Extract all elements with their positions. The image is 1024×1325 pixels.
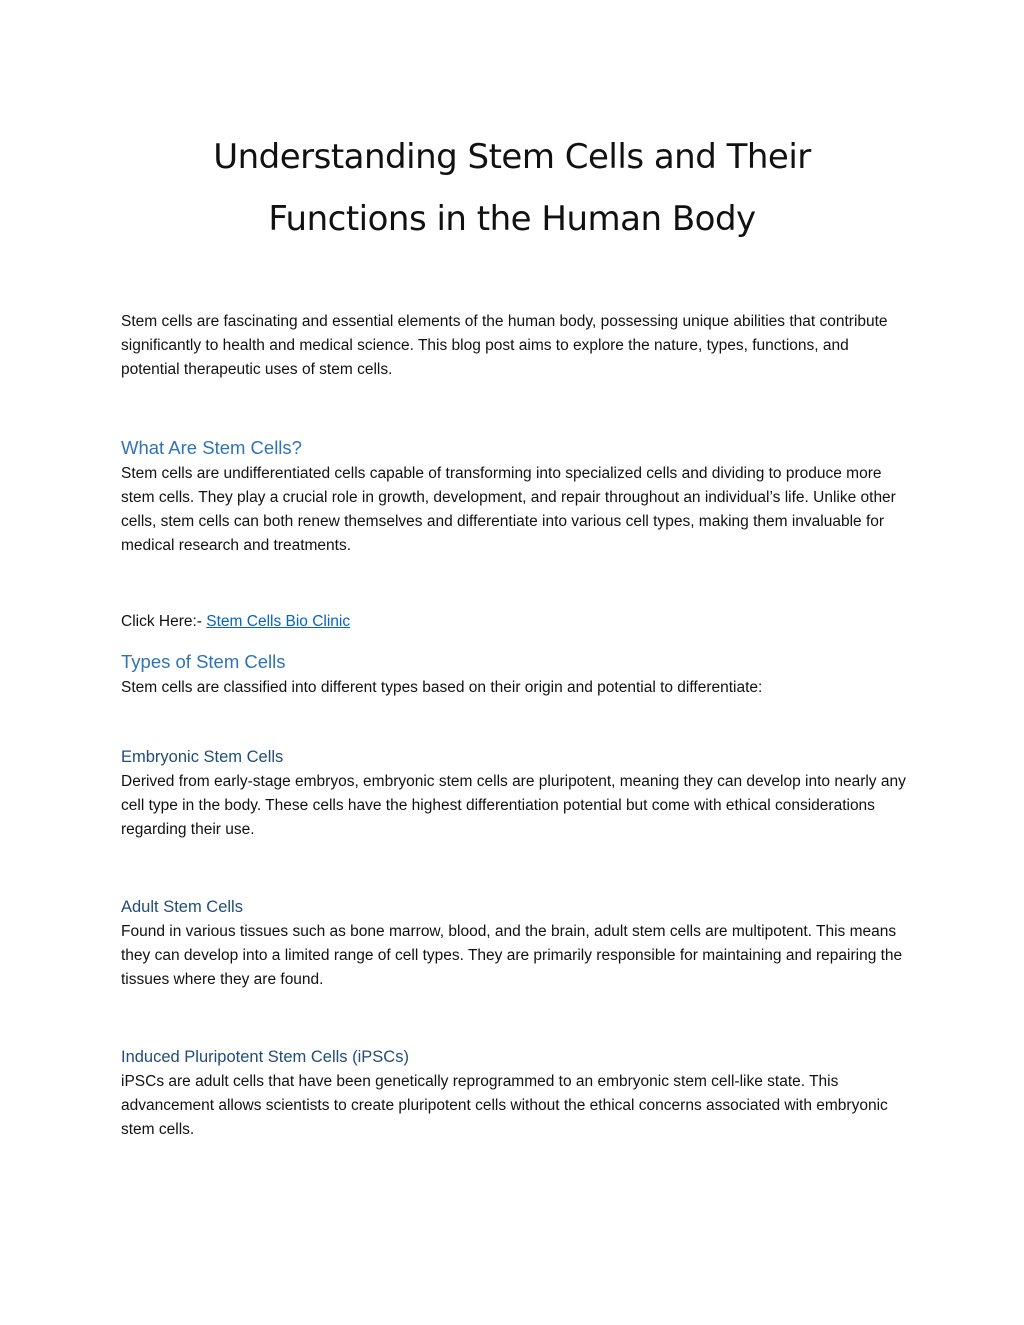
adult-paragraph: Found in various tissues such as bone marrow, blood, and the brain, adult stem cells are multipotent. This means they can develop into a limited range of cell types. They are primarily responsible for maintaining and repairing the tissues where they are found. — [121, 923, 903, 988]
stem-cells-bio-clinic-link[interactable]: Stem Cells Bio Clinic — [206, 613, 351, 630]
heading-what-are-stem-cells: What Are Stem Cells? — [121, 437, 302, 458]
click-here-prefix: Click Here:- — [121, 613, 207, 630]
title-line-1: Understanding Stem Cells and Their — [213, 137, 811, 177]
title-line-2: Functions in the Human Body — [268, 199, 756, 239]
types-paragraph: Stem cells are classified into different types based on their origin and potential to differentiate: — [121, 679, 763, 696]
embryonic-paragraph: Derived from early-stage embryos, embryonic stem cells are pluripotent, meaning they can develop into nearly any cell type in the body. These cells have the highest differentiation potential but come with ethical considerations regarding their use. — [121, 773, 906, 838]
heading-adult-stem-cells: Adult Stem Cells — [121, 898, 243, 916]
heading-types-of-stem-cells: Types of Stem Cells — [121, 651, 286, 672]
ipsc-paragraph: iPSCs are adult cells that have been genetically reprogrammed to an embryonic stem cell-like state. This advancement allows scientists to create pluripotent cells without the ethical concerns associated with embryonic stem cells. — [121, 1073, 888, 1138]
click-here-line — [121, 610, 911, 634]
what-are-paragraph: Stem cells are undifferentiated cells capable of transforming into specialized cells and dividing to produce more stem cells. They play a crucial role in growth, development, and repair throughout an individual’s life. Unlike other cells, stem cells can both renew themselves and differentiate into various cell types, making them invaluable for medical research and treatments. — [121, 465, 896, 554]
page-title — [120, 126, 904, 250]
heading-ipscs: Induced Pluripotent Stem Cells (iPSCs) — [121, 1048, 409, 1066]
heading-embryonic-stem-cells: Embryonic Stem Cells — [121, 748, 284, 766]
intro-paragraph: Stem cells are fascinating and essential elements of the human body, possessing unique abilities that contribute significantly to health and medical science. This blog post aims to explore the nature, types, functions, and potential therapeutic uses of stem cells. — [121, 313, 888, 378]
